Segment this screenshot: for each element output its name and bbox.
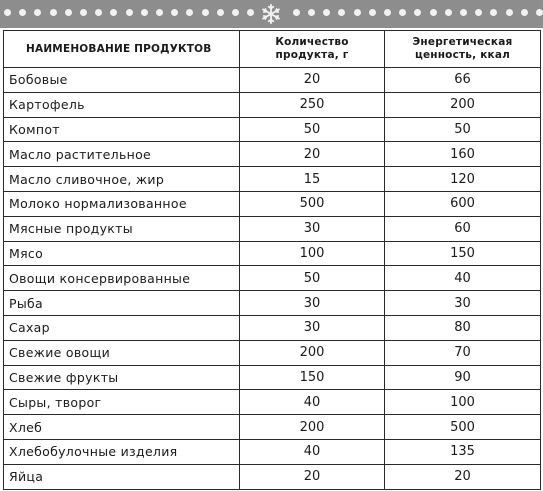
table-row <box>4 266 541 291</box>
snowflake-icon <box>256 2 286 26</box>
table-row <box>4 315 541 340</box>
decorative-dot <box>338 9 345 16</box>
decorative-dot <box>19 9 26 16</box>
decorative-dot <box>308 9 315 16</box>
quantity-cell: 15 <box>240 167 385 192</box>
table-row <box>4 191 541 216</box>
decorative-dot <box>460 9 467 16</box>
energy-cell: 160 <box>385 142 541 167</box>
decorative-dot <box>156 9 163 16</box>
table-row <box>4 439 541 464</box>
product-name-cell: Сахар <box>4 315 240 340</box>
product-name-cell: Овощи консервированные <box>4 266 240 291</box>
energy-cell: 60 <box>385 216 541 241</box>
product-name-cell: Свежие фрукты <box>4 365 240 390</box>
decorative-dot <box>536 9 543 16</box>
decorative-dot <box>50 9 57 16</box>
decorative-dot <box>110 9 117 16</box>
energy-cell: 70 <box>385 340 541 365</box>
product-name-cell: Масло сливочное, жир <box>4 167 240 192</box>
table-row <box>4 216 541 241</box>
decorative-dot <box>323 9 330 16</box>
decorative-dot <box>126 9 133 16</box>
decorative-dot <box>95 9 102 16</box>
product-name-cell: Мясные продукты <box>4 216 240 241</box>
quantity-cell: 150 <box>240 365 385 390</box>
table-row <box>4 340 541 365</box>
decorative-header-band <box>0 0 543 28</box>
decorative-dot <box>521 9 528 16</box>
energy-cell: 600 <box>385 191 541 216</box>
quantity-cell: 20 <box>240 142 385 167</box>
table-row <box>4 142 541 167</box>
energy-cell: 120 <box>385 167 541 192</box>
energy-cell: 66 <box>385 68 541 93</box>
quantity-cell: 30 <box>240 216 385 241</box>
energy-cell: 500 <box>385 415 541 440</box>
table-row <box>4 415 541 440</box>
quantity-cell: 20 <box>240 464 385 489</box>
header-quantity <box>240 31 385 68</box>
decorative-dot <box>186 9 193 16</box>
decorative-dot <box>475 9 482 16</box>
quantity-cell: 20 <box>240 68 385 93</box>
decorative-dot <box>414 9 421 16</box>
header-product-name <box>4 31 240 68</box>
table-row <box>4 390 541 415</box>
quantity-cell: 250 <box>240 92 385 117</box>
table-row <box>4 365 541 390</box>
product-name-cell: Компот <box>4 117 240 142</box>
table-header-row <box>4 31 541 68</box>
table-row <box>4 167 541 192</box>
energy-cell: 150 <box>385 241 541 266</box>
decorative-dot <box>384 9 391 16</box>
energy-cell: 80 <box>385 315 541 340</box>
header-quantity-line2: продукта, г <box>275 49 349 61</box>
table-row <box>4 464 541 489</box>
product-name-cell: Молоко нормализованное <box>4 191 240 216</box>
energy-cell: 200 <box>385 92 541 117</box>
decorative-dot <box>34 9 41 16</box>
nutrition-table <box>3 30 541 490</box>
decorative-dot <box>506 9 513 16</box>
quantity-cell: 30 <box>240 291 385 316</box>
quantity-cell: 40 <box>240 390 385 415</box>
quantity-cell: 30 <box>240 315 385 340</box>
quantity-cell: 100 <box>240 241 385 266</box>
decorative-dot <box>80 9 87 16</box>
header-energy-line2: ценность, ккал <box>414 49 511 61</box>
energy-cell: 50 <box>385 117 541 142</box>
decorative-dot <box>399 9 406 16</box>
table-row <box>4 117 541 142</box>
product-name-cell: Свежие овощи <box>4 340 240 365</box>
decorative-dot <box>65 9 72 16</box>
energy-cell: 100 <box>385 390 541 415</box>
product-name-cell: Хлебобулочные изделия <box>4 439 240 464</box>
product-name-cell: Хлеб <box>4 415 240 440</box>
decorative-dot <box>232 9 239 16</box>
decorative-dot <box>247 9 254 16</box>
decorative-dot <box>369 9 376 16</box>
decorative-dot <box>354 9 361 16</box>
header-product-name-text: НАИМЕНОВАНИЕ ПРОДУКТОВ <box>26 42 212 55</box>
energy-cell: 30 <box>385 291 541 316</box>
decorative-dot <box>217 9 224 16</box>
decorative-dot <box>202 9 209 16</box>
decorative-dot <box>293 9 300 16</box>
quantity-cell: 200 <box>240 340 385 365</box>
decorative-dot <box>171 9 178 16</box>
product-name-cell: Рыба <box>4 291 240 316</box>
table-row <box>4 68 541 93</box>
header-energy <box>385 31 541 68</box>
quantity-cell: 40 <box>240 439 385 464</box>
decorative-dot <box>4 9 11 16</box>
table-row <box>4 92 541 117</box>
energy-cell: 20 <box>385 464 541 489</box>
table-row <box>4 241 541 266</box>
product-name-cell: Бобовые <box>4 68 240 93</box>
quantity-cell: 50 <box>240 266 385 291</box>
quantity-cell: 50 <box>240 117 385 142</box>
header-quantity-line1: Количество <box>275 36 349 48</box>
decorative-dot <box>490 9 497 16</box>
quantity-cell: 500 <box>240 191 385 216</box>
product-name-cell: Сыры, творог <box>4 390 240 415</box>
product-name-cell: Картофель <box>4 92 240 117</box>
table-row <box>4 291 541 316</box>
table-body <box>4 68 541 490</box>
snowflake-icon-svg <box>260 3 282 25</box>
decorative-dot <box>430 9 437 16</box>
product-name-cell: Масло растительное <box>4 142 240 167</box>
energy-cell: 135 <box>385 439 541 464</box>
product-name-cell: Мясо <box>4 241 240 266</box>
quantity-cell: 200 <box>240 415 385 440</box>
decorative-dot <box>445 9 452 16</box>
decorative-dot <box>141 9 148 16</box>
header-energy-line1: Энергетическая <box>412 36 513 48</box>
product-name-cell: Яйца <box>4 464 240 489</box>
energy-cell: 90 <box>385 365 541 390</box>
energy-cell: 40 <box>385 266 541 291</box>
